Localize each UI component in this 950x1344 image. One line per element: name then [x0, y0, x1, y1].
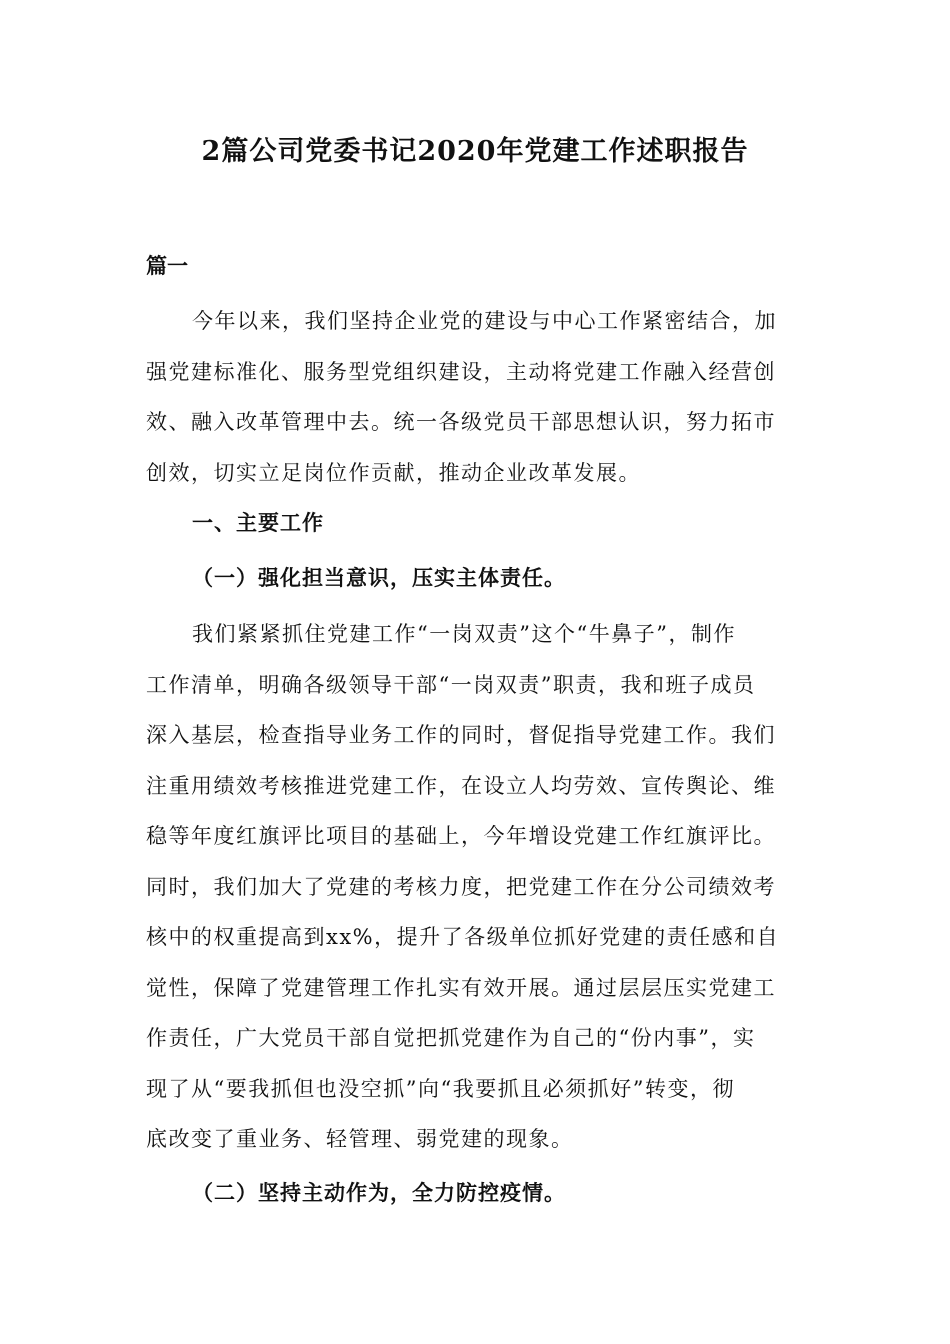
paragraph-line: 深入基层，检查指导业务工作的同时，督促指导党建工作。我们: [146, 723, 776, 747]
paragraph-line: 现了从“要我抓但也没空抓”向“我要抓且必须抓好”转变，彻: [146, 1076, 735, 1101]
document-title: 2篇公司党委书记2020年党建工作述职报告: [201, 136, 749, 167]
paragraph-line: 今年以来，我们坚持企业党的建设与中心工作紧密结合，加: [192, 309, 777, 333]
section-label: 篇一: [146, 253, 188, 278]
body-paragraph: [146, 609, 806, 1165]
paragraph-line: 底改变了重业务、轻管理、弱党建的现象。: [146, 1127, 574, 1151]
paragraph-line: 注重用绩效考核推进党建工作，在设立人均劳效、宣传舆论、维: [146, 773, 776, 798]
paragraph-line: 核中的权重提高到xx%，提升了各级单位抓好党建的责任感和自: [146, 925, 780, 949]
intro-paragraph: [146, 296, 806, 498]
paragraph-line: 作责任，广大党员干部自觉把抓党建作为自己的“份内事”，实: [146, 1026, 756, 1050]
paragraph-line: 工作清单，明确各级领导干部“一岗双责”职责，我和班子成员: [146, 672, 756, 697]
paragraph-line: 稳等年度红旗评比项目的基础上，今年增设党建工作红旗评比。: [146, 824, 776, 848]
subheading-2: （二）坚持主动作为，全力防控疫情。: [192, 1180, 566, 1205]
paragraph-line: 觉性，保障了党建管理工作扎实有效开展。通过层层压实党建工: [146, 975, 776, 1000]
subheading-1: （一）强化担当意识，压实主体责任。: [192, 565, 566, 590]
paragraph-line: 我们紧紧抓住党建工作“一岗双责”这个“牛鼻子”，制作: [192, 622, 736, 646]
paragraph-line: 强党建标准化、服务型党组织建设，主动将党建工作融入经营创: [146, 359, 776, 384]
main-heading: 一、主要工作: [192, 510, 324, 535]
paragraph-line: 同时，我们加大了党建的考核力度，把党建工作在分公司绩效考: [146, 874, 776, 899]
paragraph-line: 创效，切实立足岗位作贡献，推动企业改革发展。: [146, 460, 641, 485]
paragraph-line: 效、融入改革管理中去。统一各级党员干部思想认识，努力拓市: [146, 410, 776, 434]
